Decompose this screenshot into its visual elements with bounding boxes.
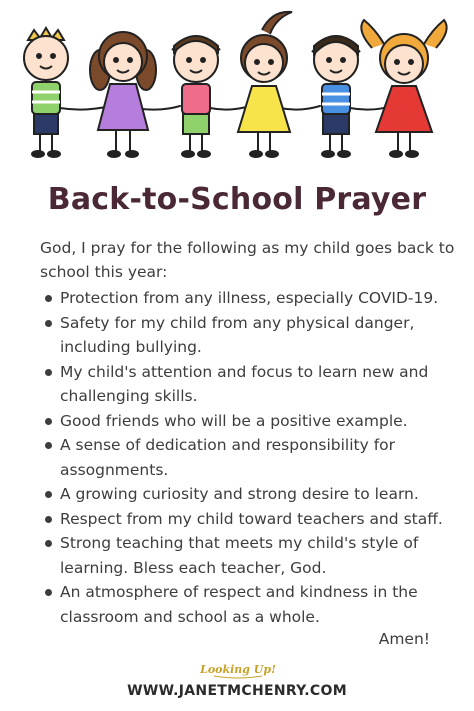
list-item: Respect from my child toward teachers and staff. [40, 507, 460, 532]
prayer-list [40, 286, 460, 629]
kid-1-figure [24, 28, 68, 157]
closing-text: Amen! [378, 630, 430, 648]
list-item: Strong teaching that meets my child's style of learning. Bless each teacher, God. [40, 531, 460, 580]
kid-5-figure [312, 36, 360, 157]
children-holding-hands-illustration [0, 0, 474, 170]
kid-4-figure [238, 12, 292, 157]
list-item: My child's attention and focus to learn new and challenging skills. [40, 360, 460, 409]
looking-up-logo [200, 658, 276, 680]
intro-text: God, I pray for the following as my child goes back to school this year: [40, 239, 455, 281]
list-item: An atmosphere of respect and kindness in the classroom and school as a whole. [40, 580, 460, 629]
list-item: Protection from any illness, especially COVID-19. [40, 286, 460, 311]
page-title: Back-to-School Prayer [47, 182, 427, 217]
kid-3-figure [172, 36, 220, 157]
list-item: Good friends who will be a positive example. [40, 409, 460, 434]
list-item: A sense of dedication and responsibility for assognments. [40, 433, 460, 482]
kid-6-figure [361, 20, 446, 157]
list-item: Safety for my child from any physical danger, including bullying. [40, 311, 460, 360]
kid-2-figure [90, 32, 156, 157]
logo-text: Looking Up! [200, 663, 276, 676]
website-link[interactable]: WWW.JANETMCHENRY.COM [127, 683, 347, 699]
list-item: A growing curiosity and strong desire to learn. [40, 482, 460, 507]
